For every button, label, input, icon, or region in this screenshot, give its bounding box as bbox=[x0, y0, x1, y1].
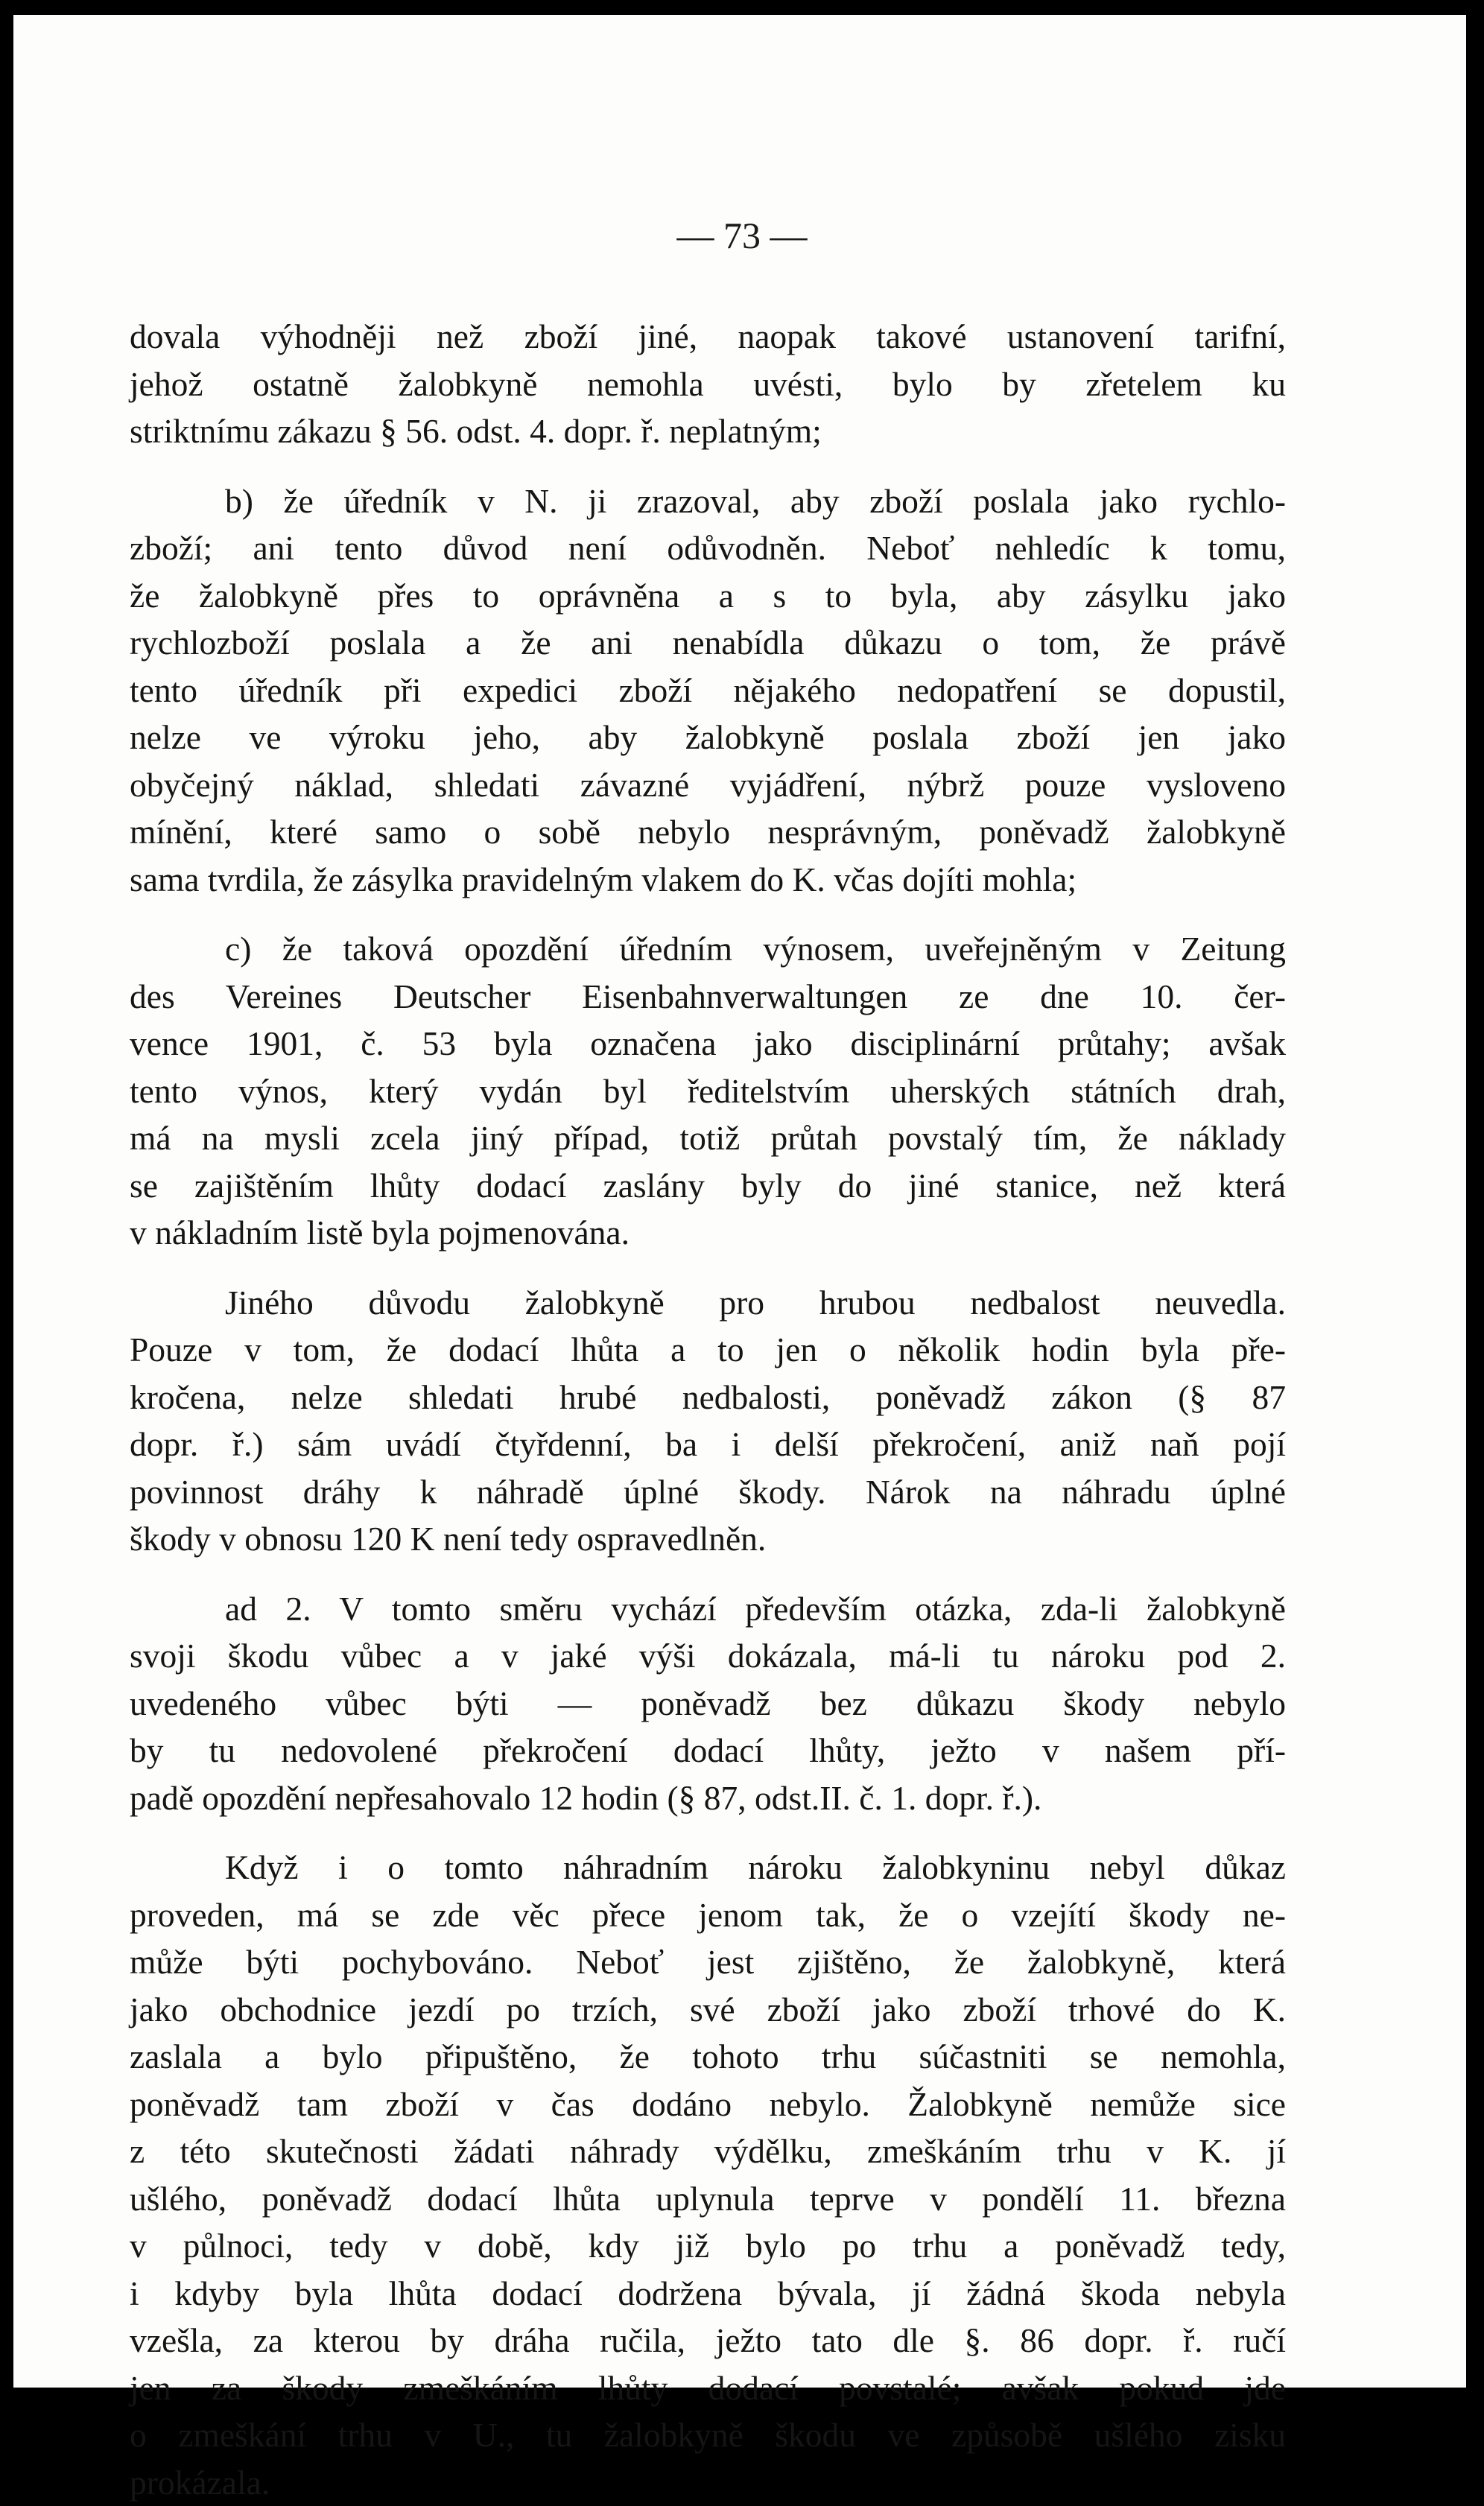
body-text bbox=[130, 313, 1286, 2506]
paragraph bbox=[130, 925, 1286, 1257]
text-line: obyčejný náklad, shledati závazné vyjádření, nýbrž pouze vysloveno bbox=[130, 761, 1286, 809]
text-line: des Vereines Deutscher Eisenbahnverwaltungen ze dne 10. čer- bbox=[130, 973, 1286, 1021]
text-line: že žalobkyně přes to oprávněna a s to byla, aby zásylku jako bbox=[130, 572, 1286, 620]
text-line: Jiného důvodu žalobkyně pro hrubou nedbalost neuvedla. bbox=[130, 1279, 1286, 1327]
text-line: sama tvrdila, že zásylka pravidelným vlakem do K. včas dojíti mohla; bbox=[130, 856, 1286, 904]
text-line: jako obchodnice jezdí po trzích, své zboží jako zboží trhové do K. bbox=[130, 1986, 1286, 2034]
text-line: může býti pochybováno. Neboť jest zjištěno, že žalobkyně, která bbox=[130, 1938, 1286, 1986]
paragraph bbox=[130, 478, 1286, 904]
text-line: uvedeného vůbec býti — poněvadž bez důkazu škody nebylo bbox=[130, 1680, 1286, 1728]
text-line: kročena, nelze shledati hrubé nedbalosti, poněvadž zákon (§ 87 bbox=[130, 1374, 1286, 1421]
text-line: i kdyby byla lhůta dodací dodržena bývala, jí žádná škoda nebyla bbox=[130, 2270, 1286, 2318]
paragraph bbox=[130, 1844, 1286, 2506]
text-line: rychlozboží poslala a že ani nenabídla důkazu o tom, že právě bbox=[130, 619, 1286, 667]
text-line: padě opozdění nepřesahovalo 12 hodin (§ 87, odst.II. č. 1. dopr. ř.). bbox=[130, 1774, 1286, 1822]
text-line: ušlého, poněvadž dodací lhůta uplynula teprve v pondělí 11. března bbox=[130, 2175, 1286, 2223]
text-line: prokázala. bbox=[130, 2459, 1286, 2506]
text-line: dovala výhodněji než zboží jiné, naopak takové ustanovení tarifní, bbox=[130, 313, 1286, 361]
paragraph bbox=[130, 1585, 1286, 1822]
paragraph bbox=[130, 313, 1286, 455]
text-line: b) že úředník v N. ji zrazoval, aby zboží poslala jako rychlo- bbox=[130, 478, 1286, 525]
text-line: nelze ve výroku jeho, aby žalobkyně poslala zboží jen jako bbox=[130, 714, 1286, 761]
text-line: škody v obnosu 120 K není tedy ospravedlněn. bbox=[130, 1515, 1286, 1563]
text-line: v nákladním listě byla pojmenována. bbox=[130, 1209, 1286, 1257]
text-line: poněvadž tam zboží v čas dodáno nebylo. Žalobkyně nemůže sice bbox=[130, 2081, 1286, 2128]
text-line: tento úředník při expedici zboží nějakého nedopatření se dopustil, bbox=[130, 667, 1286, 714]
text-line: jen za škody zmeškáním lhůty dodací povstalé; avšak pokud jde bbox=[130, 2364, 1286, 2412]
text-line: o zmeškání trhu v U., tu žalobkyně škodu ve způsobě ušlého zisku bbox=[130, 2411, 1286, 2459]
text-line: z této skutečnosti žádati náhrady výdělku, zmeškáním trhu v K. jí bbox=[130, 2128, 1286, 2175]
text-line: v půlnoci, tedy v době, kdy již bylo po trhu a poněvadž tedy, bbox=[130, 2222, 1286, 2270]
text-line: vence 1901, č. 53 byla označena jako disciplinární průtahy; avšak bbox=[130, 1020, 1286, 1068]
text-line: Pouze v tom, že dodací lhůta a to jen o několik hodin byla pře- bbox=[130, 1326, 1286, 1374]
text-line: svoji škodu vůbec a v jaké výši dokázala, má-li tu nároku pod 2. bbox=[130, 1632, 1286, 1680]
text-line: dopr. ř.) sám uvádí čtyřdenní, ba i delší překročení, aniž naň pojí bbox=[130, 1421, 1286, 1468]
page-number: — 73 — bbox=[0, 214, 1484, 257]
text-line: c) že taková opozdění úředním výnosem, uveřejněným v Zeitung bbox=[130, 925, 1286, 973]
text-line: tento výnos, který vydán byl ředitelstvím uherských státních drah, bbox=[130, 1068, 1286, 1115]
text-line: zaslala a bylo připuštěno, že tohoto trhu súčastniti se nemohla, bbox=[130, 2033, 1286, 2081]
text-line: proveden, má se zde věc přece jenom tak, že o vzejítí škody ne- bbox=[130, 1891, 1286, 1939]
text-line: má na mysli zcela jiný případ, totiž průtah povstalý tím, že náklady bbox=[130, 1114, 1286, 1162]
text-line: vzešla, za kterou by dráha ručila, ježto tato dle §. 86 dopr. ř. ručí bbox=[130, 2317, 1286, 2364]
text-line: povinnost dráhy k náhradě úplné škody. Nárok na náhradu úplné bbox=[130, 1468, 1286, 1516]
text-line: mínění, které samo o sobě nebylo nesprávným, poněvadž žalobkyně bbox=[130, 808, 1286, 856]
text-line: zboží; ani tento důvod není odůvodněn. Neboť nehledíc k tomu, bbox=[130, 524, 1286, 572]
text-line: ad 2. V tomto směru vychází především otázka, zda-li žalobkyně bbox=[130, 1585, 1286, 1633]
text-line: se zajištěním lhůty dodací zaslány byly do jiné stanice, než která bbox=[130, 1162, 1286, 1210]
text-line: by tu nedovolené překročení dodací lhůty, ježto v našem pří- bbox=[130, 1727, 1286, 1774]
text-line: jehož ostatně žalobkyně nemohla uvésti, bylo by zřetelem ku bbox=[130, 361, 1286, 408]
text-line: Když i o tomto náhradním nároku žalobkyninu nebyl důkaz bbox=[130, 1844, 1286, 1891]
text-line: striktnímu zákazu § 56. odst. 4. dopr. ř. neplatným; bbox=[130, 407, 1286, 455]
paragraph bbox=[130, 1279, 1286, 1563]
